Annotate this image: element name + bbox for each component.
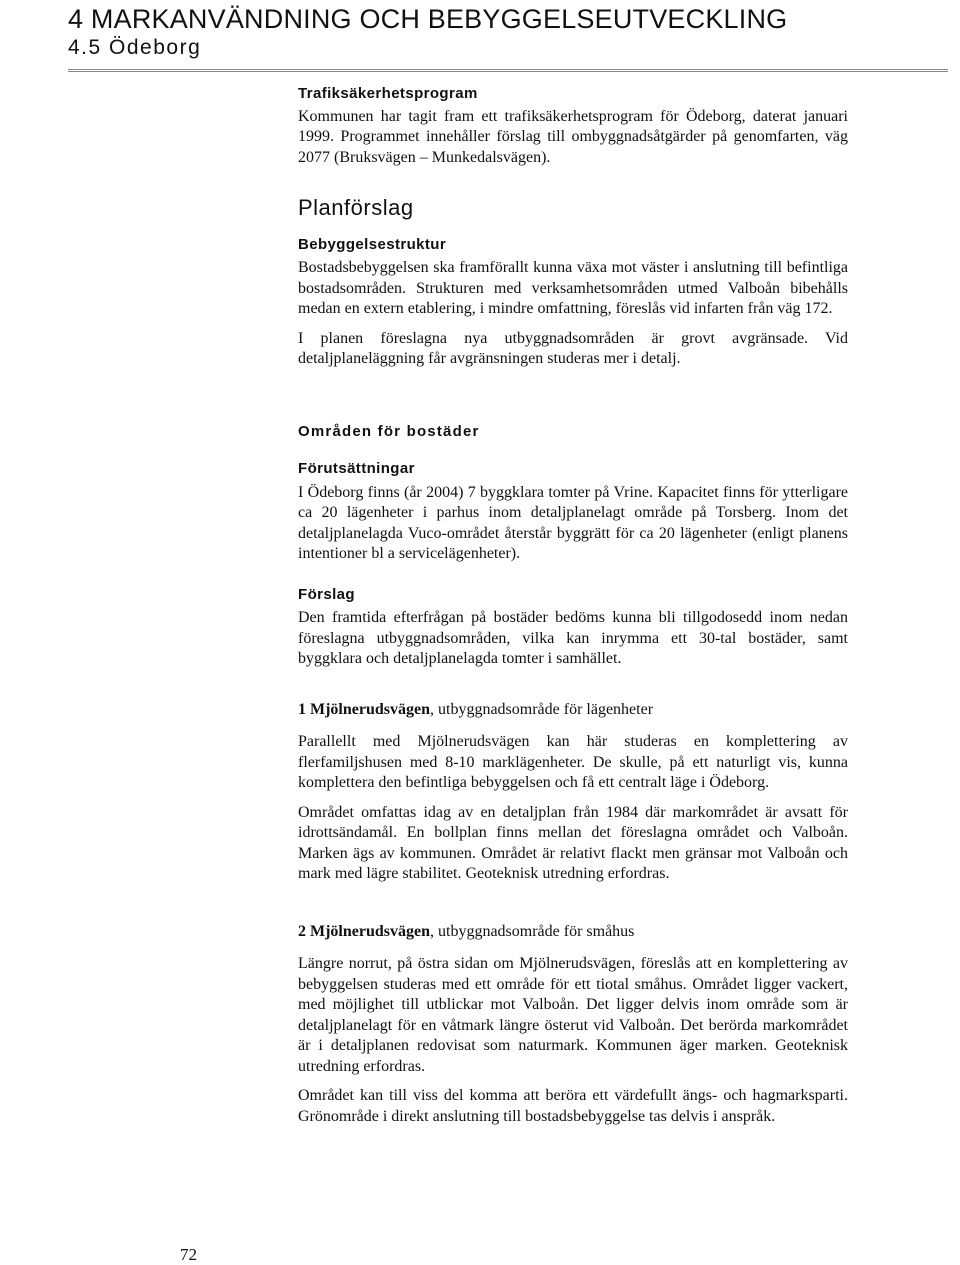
page-number: 72: [180, 1245, 197, 1264]
area-2-title-rest: , utbyggnadsområde för småhus: [430, 922, 635, 940]
paragraph-area-2-1: Längre norrut, på östra sidan om Mjölnerudsvägen, föreslås att en komplettering av bebyggelsen studeras med ett område för ett tiotal småhus. Området ligger vackert, med möjlighet till utblickar mot Valboån. Det ligger delvis inom område som är detaljplanelagt för en våtmark längre österut vid Valboån. Det berörda markområdet är i detaljplanen redovisat som naturmark. Kommunen äger marken. Geoteknisk utredning erfordras.: [298, 955, 848, 1075]
heading-planforslag: Planförslag: [298, 195, 414, 220]
header-divider: [68, 69, 948, 72]
chapter-title: 4 MARKANVÄNDNING OCH BEBYGGELSEUTVECKLING: [68, 4, 788, 34]
paragraph-bebyggelse-1: Bostadsbebyggelsen ska framförallt kunna växa mot väster i anslutning till befintliga bostadsområden. Strukturen med verksamhetsområden utmed Valboån bibehålls medan en extern etablering, i mindre omfattning, föreslås vid infarten från väg 172.: [298, 259, 848, 317]
paragraph-area-1-1: Parallellt med Mjölnerudsvägen kan här studeras en komplettering av flerfamiljshusen med 8-10 marklägenheter. De skulle, på ett naturligt vis, kunna komplettera den befintliga bebyggelsen och få ett centralt läge i Ödeborg.: [298, 733, 848, 791]
heading-omraden-for-bostader: Områden för bostäder: [298, 422, 480, 440]
paragraph-forslag: Den framtida efterfrågan på bostäder bedöms kunna bli tillgodosedd inom nedan föreslagna utbyggnadsområden, vilka kan inrymma ett 30-tal bostäder, samt byggklara och detaljplanelagda tomter i samhället.: [298, 609, 848, 667]
heading-bebyggelsestruktur: Bebyggelsestruktur: [298, 235, 447, 253]
main-content: [298, 84, 848, 1127]
page-header: [68, 4, 948, 62]
paragraph-area-1-2: Området omfattas idag av en detaljplan från 1984 där markområdet är avsatt för idrottsändamål. En bollplan finns mellan det föreslagna området och Valboån. Marken ägs av kommunen. Området är relativt flackt men gränsar mot Valboån och mark med lägre stabilitet. Geoteknisk utredning erfordras.: [298, 803, 848, 882]
paragraph-forutsattningar: I Ödeborg finns (år 2004) 7 byggklara tomter på Vrine. Kapacitet finns för ytterligare ca 20 lägenheter i parhus inom detaljplanelagt område på Torsberg. Inom det detaljplanelagda Vuco-området återstår byggrätt för ca 20 lägenheter (enligt planens intentioner bl a servicelägenheter).: [298, 483, 848, 562]
paragraph-trafik: Kommunen har tagit fram ett trafiksäkerhetsprogram för Ödeborg, daterat januari 1999. Programmet innehåller förslag till ombyggnadsåtgärder på genomfarten, väg 2077 (Bruksvägen – Munkedalsvägen).: [298, 107, 848, 166]
heading-forslag: Förslag: [298, 585, 355, 603]
paragraph-area-2-2: Området kan till viss del komma att beröra ett värdefullt ängs- och hagmarksparti. Grönområde i direkt anslutning till bostadsbebyggelse tas delvis i anspråk.: [298, 1087, 848, 1125]
area-2-title-bold: 2 Mjölnerudsvägen: [298, 922, 430, 940]
section-title: 4.5 Ödeborg: [68, 36, 202, 59]
heading-trafiksakerhetsprogram: Trafiksäkerhetsprogram: [298, 85, 478, 102]
area-1-title: [298, 700, 848, 721]
heading-forutsattningar: Förutsättningar: [298, 460, 415, 477]
paragraph-bebyggelse-2: I planen föreslagna nya utbyggnadsområden är grovt avgränsade. Vid detaljplaneläggning får avgränsningen studeras mer i detalj.: [298, 329, 848, 367]
area-1-title-bold: 1 Mjölnerudsvägen: [298, 700, 430, 718]
area-1-title-rest: , utbyggnadsområde för lägenheter: [430, 700, 654, 718]
area-2-title: [298, 922, 848, 943]
